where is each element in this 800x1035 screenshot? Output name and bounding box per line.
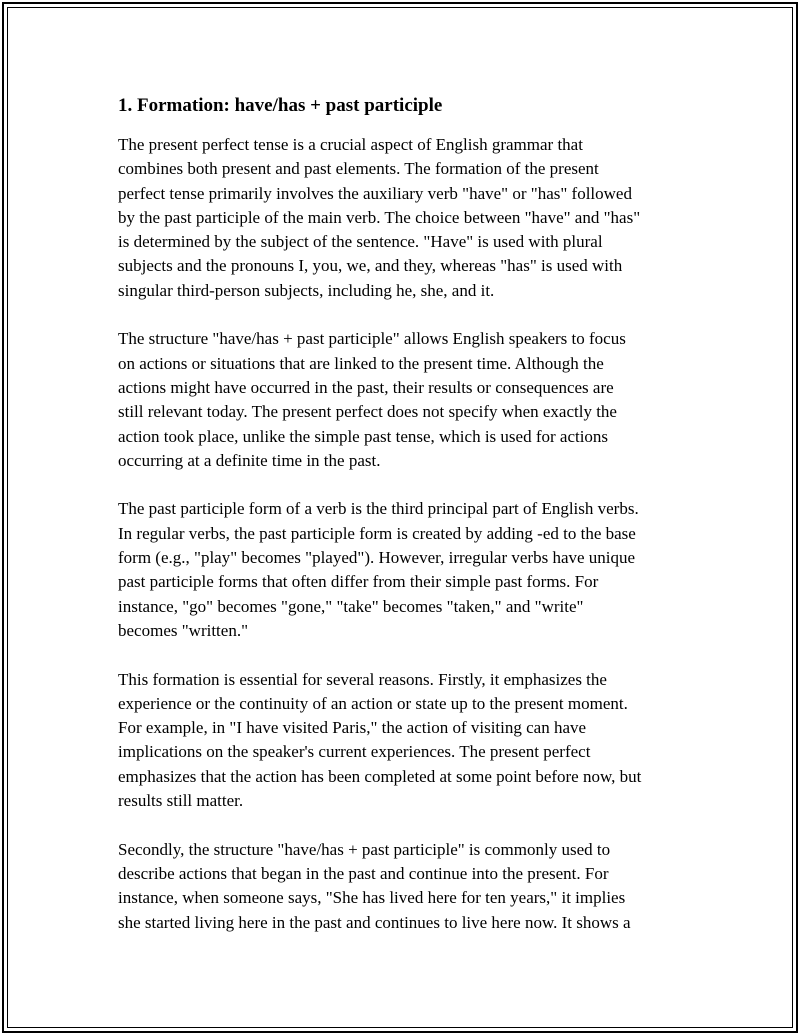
text-line: implications on the speaker's current experiences. The present perfect — [118, 742, 591, 762]
text-line: action took place, unlike the simple past tense, which is used for actions — [118, 426, 609, 446]
text-line: instance, when someone says, "She has lived here for ten years," it implies — [118, 888, 626, 908]
text-line: For example, in "I have visited Paris," the action of visiting can have — [118, 718, 587, 738]
text-line: on actions or situations that are linked to the present time. Although the — [118, 353, 604, 373]
text-line: This formation is essential for several reasons. Firstly, it emphasizes the — [118, 669, 607, 689]
text-line: The past participle form of a verb is the third principal part of English verbs. — [118, 499, 639, 519]
text-line: she started living here in the past and continues to live here now. It shows a — [118, 912, 631, 932]
text-line: subjects and the pronouns I, you, we, and they, whereas "has" is used with — [118, 256, 623, 276]
paragraph-past-participle — [118, 497, 690, 643]
text-line: actions might have occurred in the past, their results or consequences are — [118, 377, 614, 397]
section-heading: 1. Formation: have/has + past participle — [118, 95, 443, 116]
paragraph-structure-usage — [118, 327, 690, 473]
text-line: emphasizes that the action has been completed at some point before now, but — [118, 766, 642, 786]
text-line: combines both present and past elements. The formation of the present — [118, 159, 599, 179]
text-line: is determined by the subject of the sentence. "Have" is used with plural — [118, 232, 603, 252]
text-line: instance, "go" becomes "gone," "take" becomes "taken," and "write" — [118, 596, 584, 616]
text-line: In regular verbs, the past participle form is created by adding -ed to the base — [118, 523, 636, 543]
text-line: Secondly, the structure "have/has + past participle" is commonly used to — [118, 839, 611, 859]
text-line: results still matter. — [118, 791, 244, 811]
text-line: occurring at a definite time in the past. — [118, 450, 381, 470]
paragraph-importance — [118, 668, 690, 814]
text-line: still relevant today. The present perfect does not specify when exactly the — [118, 402, 617, 422]
text-line: form (e.g., "play" becomes "played"). However, irregular verbs have unique — [118, 548, 636, 568]
text-line: perfect tense primarily involves the auxiliary verb "have" or "has" followed — [118, 183, 632, 203]
text-line: by the past participle of the main verb. The choice between "have" and "has" — [118, 207, 641, 227]
text-line: becomes "written." — [118, 620, 249, 640]
paragraph-continuing-actions — [118, 838, 690, 935]
text-line: experience or the continuity of an action or state up to the present moment. — [118, 693, 628, 713]
text-line: past participle forms that often differ from their simple past forms. For — [118, 572, 599, 592]
text-line: The present perfect tense is a crucial aspect of English grammar that — [118, 135, 583, 154]
document-body — [118, 92, 690, 959]
paragraph-tense-definition — [118, 133, 690, 303]
text-line: The structure "have/has + past participle" allows English speakers to focus — [118, 329, 626, 349]
text-line: singular third-person subjects, including he, she, and it. — [118, 280, 495, 300]
text-line: describe actions that began in the past and continue into the present. For — [118, 863, 609, 883]
